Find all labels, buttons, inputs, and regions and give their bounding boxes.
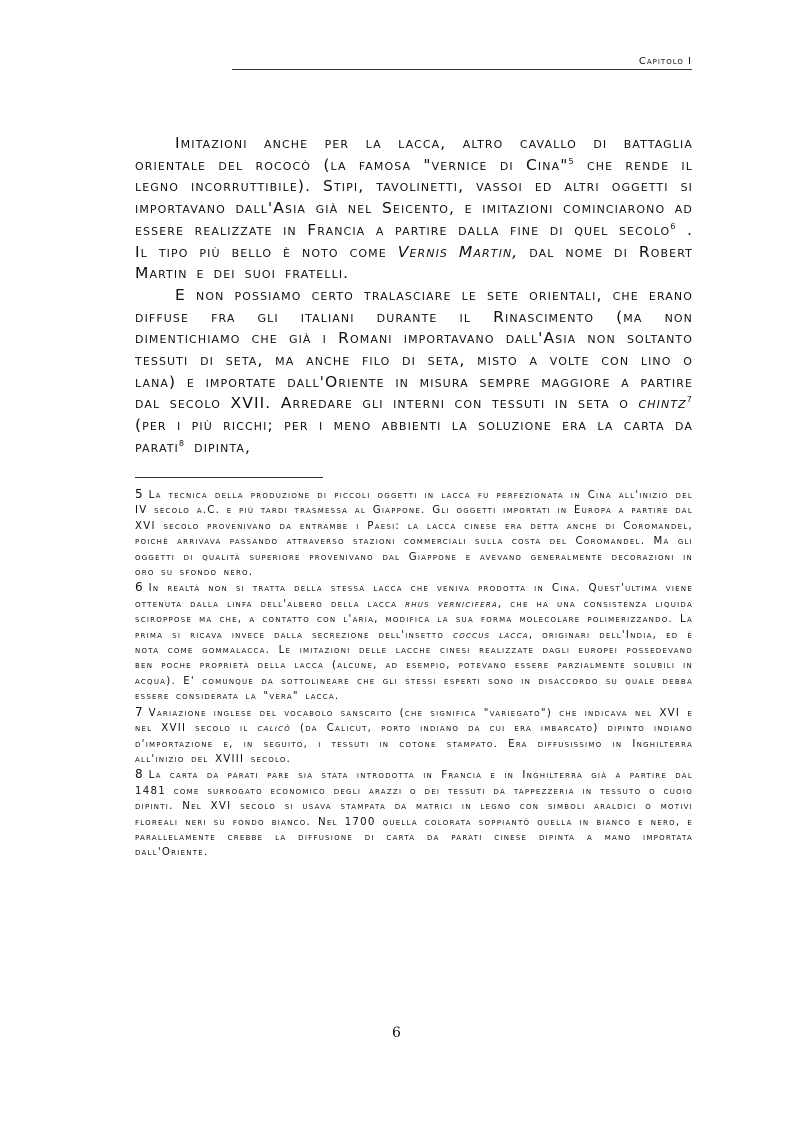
emphasis-text: coccus lacca xyxy=(453,629,529,641)
footnote-text: In realtà non si tratta della stessa lacca che veniva prodotta in Cina. Quest'ultima viene ottenuta dalla linfa dell'albero della lacca xyxy=(135,583,693,610)
paragraph-text: dipinta, xyxy=(185,437,252,456)
footnote-text: , che ha una consistenza liquida sciroppose ma che, a contatto con l'aria, modifica la sua forma molecolare polimerizzando. La prima si ricava invece dalla secrezione dell'insetto xyxy=(135,598,693,641)
paragraph-sete xyxy=(135,285,693,459)
paragraph-text: (per i più ricchi; per i meno abbienti la soluzione era la carta da parati xyxy=(135,416,693,456)
footnote-6 xyxy=(135,580,693,704)
emphasis-text: Vernis Martin, xyxy=(397,242,519,261)
paragraph-text: dal nome di Robert Martin e dei suoi fratelli. xyxy=(135,242,693,283)
footnote-5 xyxy=(135,487,693,580)
paragraph-text: che rende il legno incorruttibile). Stipi, tavolinetti, vassoi ed altri oggetti si importavano dall'Asia già nel Seicento, e imitazioni cominciarono ad essere realizzate in Francia a partire dalla fine di quel secolo xyxy=(135,155,693,239)
footnote-text: La carta da parati pare sia stata introdotta in Francia e in Inghilterra già a partire dal 1481 come surrogato economico degli arazzi o dei tessuti da tappezzeria in tessuto o cuoio dipinti. Nel XVI secolo si usava stampata da matrici in legno con simboli araldici o motivi floreali neri su fondo bianco. Nel 1700 quella colorata soppiantò quella in bianco e nero, e parallelamente crebbe la diffusione di carta da parati cinese dipinta a mano importata dall'Oriente. xyxy=(135,770,693,859)
emphasis-text: chintz xyxy=(638,394,687,413)
footnote-ref[interactable]: 8 xyxy=(178,438,186,448)
chapter-title: Capitolo I xyxy=(638,56,692,67)
footnote-number: 7 xyxy=(135,704,143,719)
footnote-ref[interactable]: 6 xyxy=(670,221,677,231)
footnote-text: La tecnica della produzione di piccoli oggetti in lacca fu perfezionata in Cina all'inizio del IV secolo a.C. e più tardi trasmessa al Giappone. Gli oggetti importati in Europa a partire dal XVI secolo provenivano da entrambe i Paesi: la lacca cinese era detta anche di Coromandel, poiché arrivava passando attraverso stazioni commerciali sulla costa del Coromandel. Ma gli oggetti di qualità superiore provenivano dal Giappone e avevano generalmente decorazioni in oro su sfondo nero. xyxy=(135,490,693,579)
page-number: 6 xyxy=(392,1025,401,1041)
footnote-separator xyxy=(135,477,323,478)
footnote-7 xyxy=(135,705,693,768)
paragraph-text: Imitazioni anche per la lacca, altro cavallo di battaglia orientale del rococò (la famosa "vernice di Cina" xyxy=(135,134,693,174)
header-rule xyxy=(232,69,692,70)
footnote-text: (da Calicut, porto indiano da cui era imbarcato) dipinto indiano d'importazione e, in seguito, i tessuti in cotone stampato. Era diffusissimo in Inghilterra all'inizio del XVIII secolo. xyxy=(135,723,694,765)
footnote-text: , originari dell'India, ed è nota come gommalacca. Le imitazioni delle lacche cinesi realizzate dagli europei possedevano ben poche proprietà della lacca (alcune, ad esempio, potevano essere parzialmente solubili in acqua). E' comunque da sottolineare che gli stessi esperti sono in disaccordo su quale debba essere considerata la "vera" lacca. xyxy=(135,629,693,703)
footnotes xyxy=(135,487,693,861)
footnote-number: 6 xyxy=(135,580,143,595)
paragraph-text: E non possiamo certo tralasciare le sete orientali, che erano diffuse fra gli italiani durante il Rinascimento (ma non dimentichiamo che già i Romani importavano dall'Asia non soltanto tessuti di seta, ma anche filo di seta, misto a volte con lino o lana) e importate dall'Oriente in misura sempre maggiore a partire dal secolo XVII. Arredare gli interni con tessuti in seta o xyxy=(135,285,693,413)
footnote-8 xyxy=(135,767,693,860)
footnote-ref[interactable]: 7 xyxy=(686,395,693,405)
main-text xyxy=(135,133,693,459)
emphasis-text: rhus vernicifera xyxy=(405,598,498,610)
footnote-number: 8 xyxy=(135,767,143,782)
paragraph-lacca xyxy=(135,133,693,285)
footnote-ref[interactable]: 5 xyxy=(568,156,575,166)
emphasis-text: calicò xyxy=(257,723,292,735)
footnote-text: Variazione inglese del vocabolo sanscrito (che significa "variegato") che indicava nel XVI e nel XVII secolo il xyxy=(135,707,693,735)
footnote-number: 5 xyxy=(135,487,143,501)
paragraph-text: . Il tipo più bello è noto come xyxy=(135,220,694,261)
